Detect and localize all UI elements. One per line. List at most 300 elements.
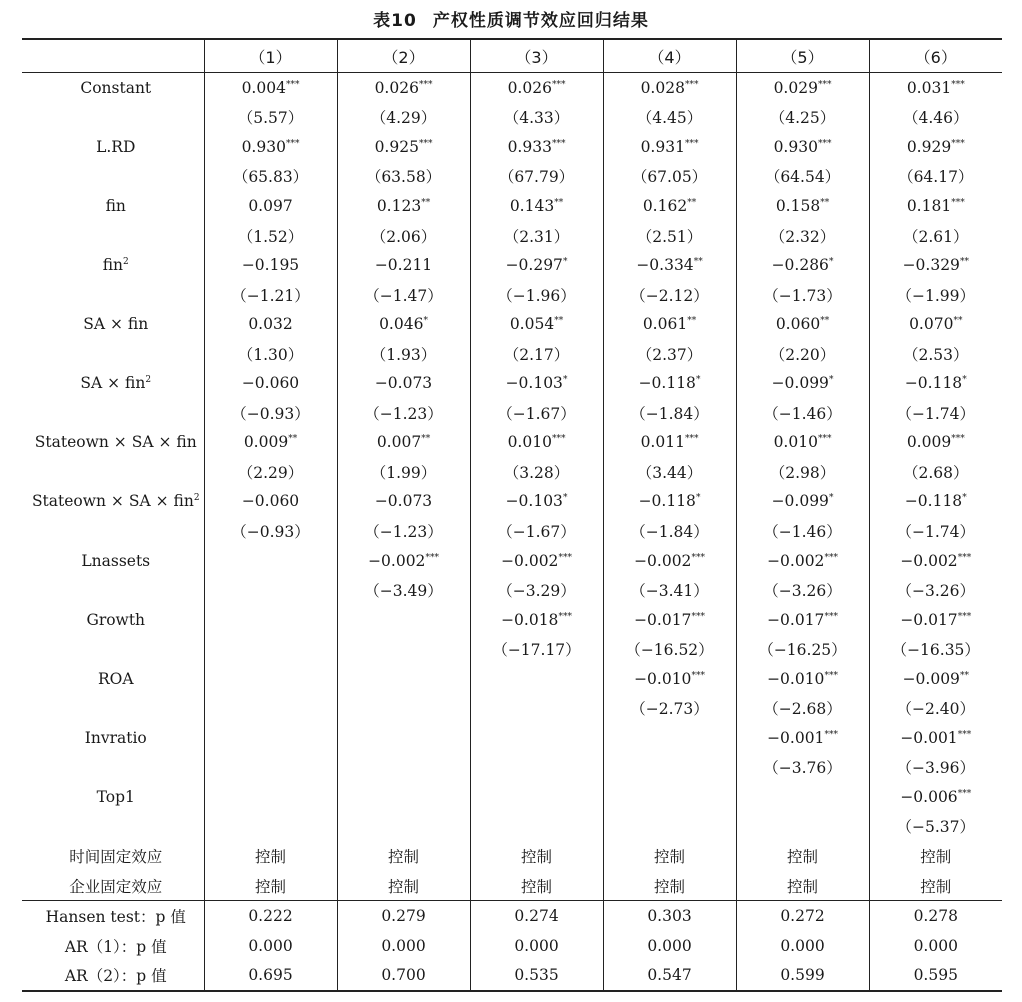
coef-value: −0.118 bbox=[904, 492, 963, 511]
t-stat-cell: （−1.73） bbox=[736, 280, 869, 310]
coef-cell bbox=[204, 428, 337, 458]
coef-value: −0.002 bbox=[501, 551, 559, 570]
variable-label: Growth bbox=[86, 610, 146, 629]
coef-value: −0.103 bbox=[505, 492, 563, 511]
t-stat-cell: （2.17） bbox=[470, 339, 603, 369]
significance-stars: *** bbox=[418, 79, 433, 90]
significance-stars: *** bbox=[558, 611, 572, 622]
empty-cell bbox=[22, 516, 204, 546]
variable-name bbox=[22, 250, 204, 280]
t-stat-row bbox=[22, 457, 1002, 487]
test-cell: 0.000 bbox=[869, 931, 1002, 961]
coef-cell bbox=[603, 191, 736, 221]
t-stat-cell: （−1.46） bbox=[736, 516, 869, 546]
fixed-effect-cell: 控制 bbox=[470, 871, 603, 901]
t-stat-cell: （−3.26） bbox=[869, 575, 1002, 605]
significance-stars: *** bbox=[817, 79, 832, 90]
significance-stars: *** bbox=[684, 138, 699, 149]
header-cell: （4） bbox=[603, 39, 736, 73]
coef-value: −0.017 bbox=[900, 610, 958, 629]
t-stat-cell bbox=[204, 575, 337, 605]
t-stat-cell: （3.44） bbox=[603, 457, 736, 487]
t-stat-cell: （2.06） bbox=[337, 221, 470, 251]
coef-value: −0.018 bbox=[501, 610, 559, 629]
fixed-effect-label: 企业固定效应 bbox=[22, 871, 204, 901]
significance-stars: *** bbox=[691, 670, 705, 681]
coef-value: 0.028 bbox=[640, 78, 685, 97]
test-cell: 0.547 bbox=[603, 960, 736, 991]
significance-stars: *** bbox=[691, 552, 705, 563]
significance-stars: * bbox=[828, 493, 834, 504]
coef-value: 0.181 bbox=[906, 196, 952, 215]
significance-stars: *** bbox=[957, 552, 972, 563]
significance-stars: *** bbox=[425, 552, 439, 563]
t-stat-cell: （−0.93） bbox=[204, 398, 337, 428]
coef-value: 0.010 bbox=[507, 433, 552, 452]
coef-value: 0.029 bbox=[773, 78, 818, 97]
coef-cell bbox=[869, 309, 1002, 339]
significance-stars: *** bbox=[691, 611, 705, 622]
empty-cell bbox=[22, 162, 204, 192]
coef-cell bbox=[470, 487, 603, 517]
t-stat-cell: （−16.35） bbox=[869, 634, 1002, 664]
t-stat-cell: （2.29） bbox=[204, 457, 337, 487]
coef-row bbox=[22, 309, 1002, 339]
empty-cell bbox=[22, 575, 204, 605]
coef-value: 0.060 bbox=[775, 315, 821, 334]
coef-row bbox=[22, 723, 1002, 753]
header-cell: （2） bbox=[337, 39, 470, 73]
significance-stars: *** bbox=[957, 611, 972, 622]
t-stat-cell: （5.57） bbox=[204, 103, 337, 133]
t-stat-cell bbox=[204, 693, 337, 723]
fixed-effect-cell: 控制 bbox=[869, 841, 1002, 871]
t-stat-cell: （4.25） bbox=[736, 103, 869, 133]
fixed-effect-row bbox=[22, 841, 1002, 871]
coef-cell bbox=[470, 605, 603, 635]
variable-label: fin bbox=[105, 196, 126, 215]
coef-row bbox=[22, 250, 1002, 280]
t-stat-cell: （−2.40） bbox=[869, 693, 1002, 723]
t-stat-cell bbox=[603, 812, 736, 842]
coef-cell bbox=[470, 723, 603, 753]
t-stat-cell: （−3.29） bbox=[470, 575, 603, 605]
t-stat-cell: （67.05） bbox=[603, 162, 736, 192]
test-cell: 0.272 bbox=[736, 901, 869, 931]
t-stat-cell bbox=[337, 693, 470, 723]
variable-name bbox=[22, 428, 204, 458]
coef-value: 0.026 bbox=[507, 78, 552, 97]
significance-stars: *** bbox=[951, 138, 965, 149]
significance-stars: *** bbox=[824, 552, 838, 563]
header-row bbox=[22, 39, 1002, 73]
table-number: 表10 bbox=[373, 11, 417, 31]
t-stat-cell: （−1.67） bbox=[470, 516, 603, 546]
t-stat-cell: （4.45） bbox=[603, 103, 736, 133]
coef-cell bbox=[736, 664, 869, 694]
t-stat-cell: （−16.52） bbox=[603, 634, 736, 664]
test-label: AR（2）：p 值 bbox=[22, 960, 204, 991]
coef-cell bbox=[337, 605, 470, 635]
coef-row bbox=[22, 664, 1002, 694]
coef-value: 0.031 bbox=[906, 78, 952, 97]
variable-name bbox=[22, 782, 204, 812]
t-stat-cell: （−16.25） bbox=[736, 634, 869, 664]
coef-cell bbox=[204, 73, 337, 103]
t-stat-cell: （−1.47） bbox=[337, 280, 470, 310]
coef-cell bbox=[470, 782, 603, 812]
coef-cell bbox=[869, 723, 1002, 753]
coef-cell bbox=[204, 664, 337, 694]
t-stat-cell: （2.53） bbox=[869, 339, 1002, 369]
coef-cell bbox=[470, 191, 603, 221]
coef-cell bbox=[603, 605, 736, 635]
coef-value: 0.158 bbox=[775, 196, 821, 215]
t-stat-row bbox=[22, 221, 1002, 251]
variable-name bbox=[22, 605, 204, 635]
t-stat-cell: （−1.74） bbox=[869, 398, 1002, 428]
coef-cell bbox=[603, 782, 736, 812]
t-stat-cell: （−17.17） bbox=[470, 634, 603, 664]
coef-cell bbox=[337, 664, 470, 694]
t-stat-cell: （64.17） bbox=[869, 162, 1002, 192]
t-stat-row bbox=[22, 162, 1002, 192]
significance-stars: *** bbox=[957, 788, 972, 799]
coef-value: −0.001 bbox=[767, 728, 825, 747]
significance-stars: ** bbox=[421, 434, 431, 445]
significance-stars: *** bbox=[957, 729, 972, 740]
test-cell: 0.599 bbox=[736, 960, 869, 991]
significance-stars: ** bbox=[288, 434, 298, 445]
t-stat-cell: （−2.73） bbox=[603, 693, 736, 723]
significance-stars: ** bbox=[959, 670, 969, 681]
coef-value: 0.054 bbox=[509, 315, 555, 334]
coef-cell bbox=[470, 73, 603, 103]
header-cell bbox=[22, 39, 204, 73]
variable-label: Invratio bbox=[84, 728, 147, 747]
significance-stars: * bbox=[423, 316, 428, 327]
significance-stars: *** bbox=[684, 79, 699, 90]
coef-cell bbox=[736, 132, 869, 162]
coef-cell bbox=[869, 546, 1002, 576]
coef-row bbox=[22, 782, 1002, 812]
coef-cell bbox=[736, 191, 869, 221]
fixed-effect-cell: 控制 bbox=[736, 841, 869, 871]
test-cell: 0.274 bbox=[470, 901, 603, 931]
variable-name bbox=[22, 487, 204, 517]
t-stat-cell: （2.32） bbox=[736, 221, 869, 251]
coef-cell bbox=[603, 546, 736, 576]
coef-cell bbox=[869, 487, 1002, 517]
coef-cell bbox=[337, 132, 470, 162]
coef-cell bbox=[869, 605, 1002, 635]
significance-stars: *** bbox=[684, 434, 699, 445]
t-stat-cell: （−3.26） bbox=[736, 575, 869, 605]
significance-stars: * bbox=[562, 493, 568, 504]
coef-cell bbox=[603, 132, 736, 162]
variable-superscript: 2 bbox=[123, 257, 129, 268]
variable-superscript: 2 bbox=[145, 375, 152, 386]
coef-cell bbox=[869, 428, 1002, 458]
t-stat-cell: （67.79） bbox=[470, 162, 603, 192]
significance-stars: *** bbox=[817, 434, 832, 445]
coef-cell bbox=[869, 132, 1002, 162]
t-stat-cell bbox=[470, 753, 603, 783]
coef-cell bbox=[736, 309, 869, 339]
test-cell: 0.000 bbox=[736, 931, 869, 961]
test-cell: 0.000 bbox=[603, 931, 736, 961]
significance-stars: ** bbox=[687, 316, 697, 327]
coef-row bbox=[22, 132, 1002, 162]
coef-cell bbox=[736, 723, 869, 753]
t-stat-cell bbox=[204, 634, 337, 664]
test-cell: 0.695 bbox=[204, 960, 337, 991]
coef-value: −0.002 bbox=[368, 551, 426, 570]
significance-stars: *** bbox=[551, 138, 566, 149]
t-stat-cell: （65.83） bbox=[204, 162, 337, 192]
coef-value: −0.329 bbox=[902, 256, 960, 275]
coef-value: 0.931 bbox=[640, 137, 685, 156]
significance-stars: *** bbox=[951, 197, 965, 208]
significance-stars: * bbox=[828, 257, 834, 268]
t-stat-cell: （2.31） bbox=[470, 221, 603, 251]
t-stat-cell bbox=[470, 693, 603, 723]
coef-cell bbox=[337, 546, 470, 576]
t-stat-row bbox=[22, 812, 1002, 842]
coef-cell bbox=[337, 250, 470, 280]
t-stat-cell bbox=[603, 753, 736, 783]
significance-stars: * bbox=[695, 493, 701, 504]
test-cell: 0.700 bbox=[337, 960, 470, 991]
coef-value: −0.010 bbox=[634, 669, 692, 688]
significance-stars: * bbox=[562, 375, 568, 386]
coef-value: −0.017 bbox=[634, 610, 692, 629]
coef-value: 0.007 bbox=[376, 433, 422, 452]
significance-stars: *** bbox=[285, 138, 300, 149]
t-stat-cell: （1.52） bbox=[204, 221, 337, 251]
coef-value: 0.929 bbox=[906, 137, 952, 156]
coef-value: 0.009 bbox=[243, 433, 289, 452]
coef-value: −0.286 bbox=[771, 256, 829, 275]
t-stat-cell: （4.33） bbox=[470, 103, 603, 133]
t-stat-cell: （−0.93） bbox=[204, 516, 337, 546]
coef-cell bbox=[204, 309, 337, 339]
coef-value: 0.097 bbox=[248, 196, 293, 215]
coef-value: 0.061 bbox=[642, 315, 688, 334]
significance-stars: ** bbox=[421, 197, 431, 208]
coef-cell bbox=[204, 605, 337, 635]
test-cell: 0.000 bbox=[337, 931, 470, 961]
coef-cell bbox=[204, 782, 337, 812]
coef-cell bbox=[470, 250, 603, 280]
fixed-effect-label: 时间固定效应 bbox=[69, 847, 163, 866]
significance-stars: *** bbox=[824, 729, 838, 740]
t-stat-cell: （−1.23） bbox=[337, 516, 470, 546]
header-cell: （3） bbox=[470, 39, 603, 73]
significance-stars: *** bbox=[824, 611, 838, 622]
t-stat-cell: （−1.21） bbox=[204, 280, 337, 310]
coef-cell bbox=[470, 546, 603, 576]
significance-stars: *** bbox=[951, 434, 965, 445]
t-stat-cell bbox=[337, 812, 470, 842]
coef-value: −0.195 bbox=[241, 256, 300, 275]
t-stat-cell bbox=[470, 812, 603, 842]
fixed-effect-cell: 控制 bbox=[603, 841, 736, 871]
coef-value: 0.004 bbox=[241, 78, 286, 97]
significance-stars: *** bbox=[558, 552, 572, 563]
t-stat-cell: （−1.23） bbox=[337, 398, 470, 428]
fixed-effect-cell: 控制 bbox=[204, 871, 337, 901]
coef-value: −0.099 bbox=[771, 492, 829, 511]
fixed-effect-cell: 控制 bbox=[337, 841, 470, 871]
header-cell: （1） bbox=[204, 39, 337, 73]
coef-value: 0.070 bbox=[909, 315, 954, 334]
t-stat-cell: （4.29） bbox=[337, 103, 470, 133]
test-cell: 0.278 bbox=[869, 901, 1002, 931]
t-stat-cell: （−1.99） bbox=[869, 280, 1002, 310]
table-body bbox=[22, 73, 1002, 991]
variable-name bbox=[22, 546, 204, 576]
coef-cell bbox=[337, 309, 470, 339]
regression-table bbox=[22, 38, 1002, 992]
coef-value: −0.002 bbox=[900, 551, 958, 570]
coef-value: 0.010 bbox=[773, 433, 818, 452]
empty-cell bbox=[22, 280, 204, 310]
header-cell: （6） bbox=[869, 39, 1002, 73]
coef-row bbox=[22, 428, 1002, 458]
coef-value: 0.925 bbox=[374, 137, 419, 156]
significance-stars: * bbox=[828, 375, 834, 386]
significance-stars: *** bbox=[551, 434, 566, 445]
significance-stars: ** bbox=[687, 197, 697, 208]
t-stat-cell bbox=[337, 753, 470, 783]
coef-cell bbox=[736, 250, 869, 280]
coef-value: −0.118 bbox=[638, 492, 696, 511]
t-stat-cell: （1.30） bbox=[204, 339, 337, 369]
fixed-effect-cell: 控制 bbox=[204, 841, 337, 871]
t-stat-cell: （63.58） bbox=[337, 162, 470, 192]
coef-value: −0.006 bbox=[900, 787, 958, 806]
coef-cell bbox=[869, 191, 1002, 221]
coef-cell bbox=[869, 250, 1002, 280]
coef-cell bbox=[204, 132, 337, 162]
empty-cell bbox=[22, 693, 204, 723]
variable-label: Constant bbox=[80, 78, 152, 97]
coef-cell bbox=[736, 73, 869, 103]
test-cell: 0.535 bbox=[470, 960, 603, 991]
fixed-effect-cell: 控制 bbox=[470, 841, 603, 871]
coef-value: 0.930 bbox=[773, 137, 818, 156]
t-stat-cell: （−1.74） bbox=[869, 516, 1002, 546]
coef-value: −0.099 bbox=[771, 374, 829, 393]
coef-value: 0.009 bbox=[906, 433, 952, 452]
t-stat-cell bbox=[204, 753, 337, 783]
variable-label: fin bbox=[102, 256, 124, 275]
variable-label: Stateown × SA × fin bbox=[34, 433, 197, 452]
t-stat-cell: （−3.49） bbox=[337, 575, 470, 605]
variable-label: SA × fin bbox=[83, 315, 149, 334]
coef-cell bbox=[204, 368, 337, 398]
coef-value: −0.010 bbox=[767, 669, 825, 688]
variable-name bbox=[22, 723, 204, 753]
variable-label: L.RD bbox=[96, 137, 136, 156]
coef-cell bbox=[869, 73, 1002, 103]
coef-value: −0.211 bbox=[374, 256, 433, 275]
variable-label: Stateown × SA × fin bbox=[31, 492, 194, 511]
significance-stars: *** bbox=[285, 79, 300, 90]
test-cell: 0.279 bbox=[337, 901, 470, 931]
coef-cell bbox=[470, 664, 603, 694]
coef-value: 0.011 bbox=[640, 433, 685, 452]
coef-value: −0.017 bbox=[767, 610, 825, 629]
fixed-effect-cell: 控制 bbox=[337, 871, 470, 901]
coef-cell bbox=[204, 546, 337, 576]
t-stat-cell: （−2.68） bbox=[736, 693, 869, 723]
t-stat-cell: （−1.84） bbox=[603, 516, 736, 546]
significance-stars: ** bbox=[554, 316, 564, 327]
variable-name bbox=[22, 309, 204, 339]
coef-value: −0.073 bbox=[374, 374, 433, 393]
coef-row bbox=[22, 605, 1002, 635]
coef-row bbox=[22, 487, 1002, 517]
significance-stars: ** bbox=[953, 316, 963, 327]
coef-value: −0.002 bbox=[634, 551, 692, 570]
coef-value: −0.297 bbox=[505, 256, 563, 275]
test-cell: 0.222 bbox=[204, 901, 337, 931]
t-stat-cell: （−3.41） bbox=[603, 575, 736, 605]
fixed-effect-cell: 控制 bbox=[736, 871, 869, 901]
empty-cell bbox=[22, 753, 204, 783]
coef-cell bbox=[603, 487, 736, 517]
t-stat-cell: （−3.96） bbox=[869, 753, 1002, 783]
t-stat-cell: （1.93） bbox=[337, 339, 470, 369]
coef-cell bbox=[337, 782, 470, 812]
coef-value: −0.103 bbox=[505, 374, 563, 393]
t-stat-cell: （2.68） bbox=[869, 457, 1002, 487]
t-stat-cell: （−1.84） bbox=[603, 398, 736, 428]
t-stat-row bbox=[22, 280, 1002, 310]
coef-cell bbox=[337, 191, 470, 221]
significance-stars: ** bbox=[820, 316, 830, 327]
coef-cell bbox=[603, 309, 736, 339]
table-caption bbox=[0, 6, 1022, 31]
coef-cell bbox=[337, 368, 470, 398]
coef-cell bbox=[603, 250, 736, 280]
variable-label: Lnassets bbox=[81, 551, 151, 570]
t-stat-row bbox=[22, 339, 1002, 369]
coef-value: 0.123 bbox=[376, 196, 422, 215]
coef-cell bbox=[736, 605, 869, 635]
coef-value: −0.001 bbox=[900, 728, 958, 747]
empty-cell bbox=[22, 103, 204, 133]
t-stat-cell: （−5.37） bbox=[869, 812, 1002, 842]
coef-value: 0.162 bbox=[642, 196, 688, 215]
fixed-effect-cell: 控制 bbox=[869, 871, 1002, 901]
empty-cell bbox=[22, 634, 204, 664]
empty-cell bbox=[22, 812, 204, 842]
coef-value: 0.032 bbox=[248, 315, 293, 334]
test-label: Hansen test：p 值 bbox=[22, 901, 204, 931]
variable-name bbox=[22, 368, 204, 398]
variable-label: ROA bbox=[97, 669, 134, 688]
coef-value: −0.060 bbox=[241, 492, 300, 511]
coef-cell bbox=[603, 368, 736, 398]
t-stat-cell bbox=[204, 812, 337, 842]
coef-value: 0.026 bbox=[374, 78, 419, 97]
t-stat-cell: （−2.12） bbox=[603, 280, 736, 310]
significance-stars: ** bbox=[820, 197, 830, 208]
coef-row bbox=[22, 368, 1002, 398]
